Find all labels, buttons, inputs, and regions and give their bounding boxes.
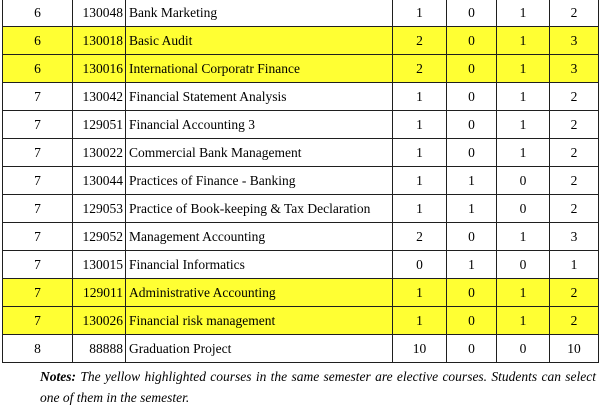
value-cell: 0 bbox=[447, 139, 497, 167]
table-row bbox=[3, 195, 599, 223]
semester-cell: 7 bbox=[3, 83, 73, 111]
credits-cell: 3 bbox=[550, 27, 599, 55]
credits-cell: 3 bbox=[550, 55, 599, 83]
course-name-cell: Administrative Accounting bbox=[126, 279, 393, 307]
value-cell: 0 bbox=[447, 223, 497, 251]
course-code-cell: 130048 bbox=[73, 0, 126, 27]
semester-cell: 7 bbox=[3, 279, 73, 307]
table-row-elective bbox=[3, 307, 599, 335]
course-name-cell: Management Accounting bbox=[126, 223, 393, 251]
value-cell: 1 bbox=[393, 307, 447, 335]
course-code-cell: 88888 bbox=[73, 335, 126, 363]
course-name-cell: Practices of Finance - Banking bbox=[126, 167, 393, 195]
credits-cell: 2 bbox=[550, 167, 599, 195]
semester-cell: 8 bbox=[3, 335, 73, 363]
semester-cell: 7 bbox=[3, 167, 73, 195]
value-cell: 1 bbox=[393, 195, 447, 223]
value-cell: 1 bbox=[393, 167, 447, 195]
course-code-cell: 129011 bbox=[73, 279, 126, 307]
credits-cell: 2 bbox=[550, 195, 599, 223]
course-name-cell: Financial Informatics bbox=[126, 251, 393, 279]
value-cell: 0 bbox=[497, 251, 550, 279]
credits-cell: 1 bbox=[550, 251, 599, 279]
credits-cell: 3 bbox=[550, 223, 599, 251]
table-row bbox=[3, 335, 599, 363]
course-code-cell: 130018 bbox=[73, 27, 126, 55]
semester-cell: 7 bbox=[3, 307, 73, 335]
value-cell: 1 bbox=[447, 195, 497, 223]
semester-cell: 7 bbox=[3, 251, 73, 279]
table-row bbox=[3, 83, 599, 111]
course-name-cell: Basic Audit bbox=[126, 27, 393, 55]
value-cell: 0 bbox=[497, 195, 550, 223]
courses-table-body bbox=[3, 0, 599, 363]
value-cell: 1 bbox=[393, 279, 447, 307]
value-cell: 0 bbox=[447, 111, 497, 139]
course-code-cell: 130026 bbox=[73, 307, 126, 335]
value-cell: 1 bbox=[497, 223, 550, 251]
semester-cell: 7 bbox=[3, 111, 73, 139]
value-cell: 2 bbox=[393, 223, 447, 251]
credits-cell: 2 bbox=[550, 0, 599, 27]
value-cell: 1 bbox=[393, 0, 447, 27]
course-code-cell: 129053 bbox=[73, 195, 126, 223]
credits-cell: 2 bbox=[550, 307, 599, 335]
credits-cell: 2 bbox=[550, 111, 599, 139]
notes-label: Notes: bbox=[40, 369, 76, 384]
course-code-cell: 129051 bbox=[73, 111, 126, 139]
semester-cell: 7 bbox=[3, 195, 73, 223]
semester-cell: 7 bbox=[3, 223, 73, 251]
value-cell: 0 bbox=[393, 251, 447, 279]
course-code-cell: 129052 bbox=[73, 223, 126, 251]
semester-cell: 7 bbox=[3, 139, 73, 167]
value-cell: 1 bbox=[497, 55, 550, 83]
value-cell: 0 bbox=[497, 335, 550, 363]
table-row bbox=[3, 111, 599, 139]
course-code-cell: 130016 bbox=[73, 55, 126, 83]
course-name-cell: Commercial Bank Management bbox=[126, 139, 393, 167]
value-cell: 1 bbox=[497, 27, 550, 55]
table-row-elective bbox=[3, 27, 599, 55]
course-name-cell: Financial risk management bbox=[126, 307, 393, 335]
value-cell: 0 bbox=[447, 55, 497, 83]
value-cell: 0 bbox=[447, 307, 497, 335]
value-cell: 0 bbox=[447, 83, 497, 111]
course-code-cell: 130042 bbox=[73, 83, 126, 111]
value-cell: 0 bbox=[447, 335, 497, 363]
course-code-cell: 130022 bbox=[73, 139, 126, 167]
course-name-cell: Graduation Project bbox=[126, 335, 393, 363]
course-name-cell: Financial Accounting 3 bbox=[126, 111, 393, 139]
notes-paragraph bbox=[40, 366, 596, 408]
course-code-cell: 130015 bbox=[73, 251, 126, 279]
value-cell: 1 bbox=[447, 251, 497, 279]
value-cell: 0 bbox=[447, 0, 497, 27]
course-name-cell: Practice of Book-keeping & Tax Declaration bbox=[126, 195, 393, 223]
value-cell: 1 bbox=[393, 139, 447, 167]
value-cell: 0 bbox=[447, 279, 497, 307]
value-cell: 0 bbox=[497, 167, 550, 195]
table-row bbox=[3, 0, 599, 27]
value-cell: 1 bbox=[393, 83, 447, 111]
courses-table bbox=[2, 0, 599, 363]
value-cell: 2 bbox=[393, 27, 447, 55]
credits-cell: 2 bbox=[550, 139, 599, 167]
value-cell: 1 bbox=[497, 139, 550, 167]
value-cell: 2 bbox=[393, 55, 447, 83]
course-name-cell: Financial Statement Analysis bbox=[126, 83, 393, 111]
value-cell: 1 bbox=[497, 0, 550, 27]
value-cell: 1 bbox=[497, 111, 550, 139]
credits-cell: 2 bbox=[550, 83, 599, 111]
value-cell: 1 bbox=[497, 83, 550, 111]
value-cell: 1 bbox=[393, 111, 447, 139]
course-name-cell: International Corporatr Finance bbox=[126, 55, 393, 83]
credits-cell: 2 bbox=[550, 279, 599, 307]
value-cell: 1 bbox=[497, 307, 550, 335]
table-row bbox=[3, 167, 599, 195]
notes-text: The yellow highlighted courses in the same semester are elective courses. Students can select one of them in the semester. bbox=[40, 369, 596, 405]
value-cell: 10 bbox=[393, 335, 447, 363]
table-row bbox=[3, 251, 599, 279]
semester-cell: 6 bbox=[3, 27, 73, 55]
value-cell: 1 bbox=[447, 167, 497, 195]
table-row-elective bbox=[3, 279, 599, 307]
credits-cell: 10 bbox=[550, 335, 599, 363]
table-row-elective bbox=[3, 55, 599, 83]
table-row bbox=[3, 223, 599, 251]
value-cell: 0 bbox=[447, 27, 497, 55]
semester-cell: 6 bbox=[3, 0, 73, 27]
semester-cell: 6 bbox=[3, 55, 73, 83]
table-row bbox=[3, 139, 599, 167]
course-name-cell: Bank Marketing bbox=[126, 0, 393, 27]
course-code-cell: 130044 bbox=[73, 167, 126, 195]
value-cell: 1 bbox=[497, 279, 550, 307]
